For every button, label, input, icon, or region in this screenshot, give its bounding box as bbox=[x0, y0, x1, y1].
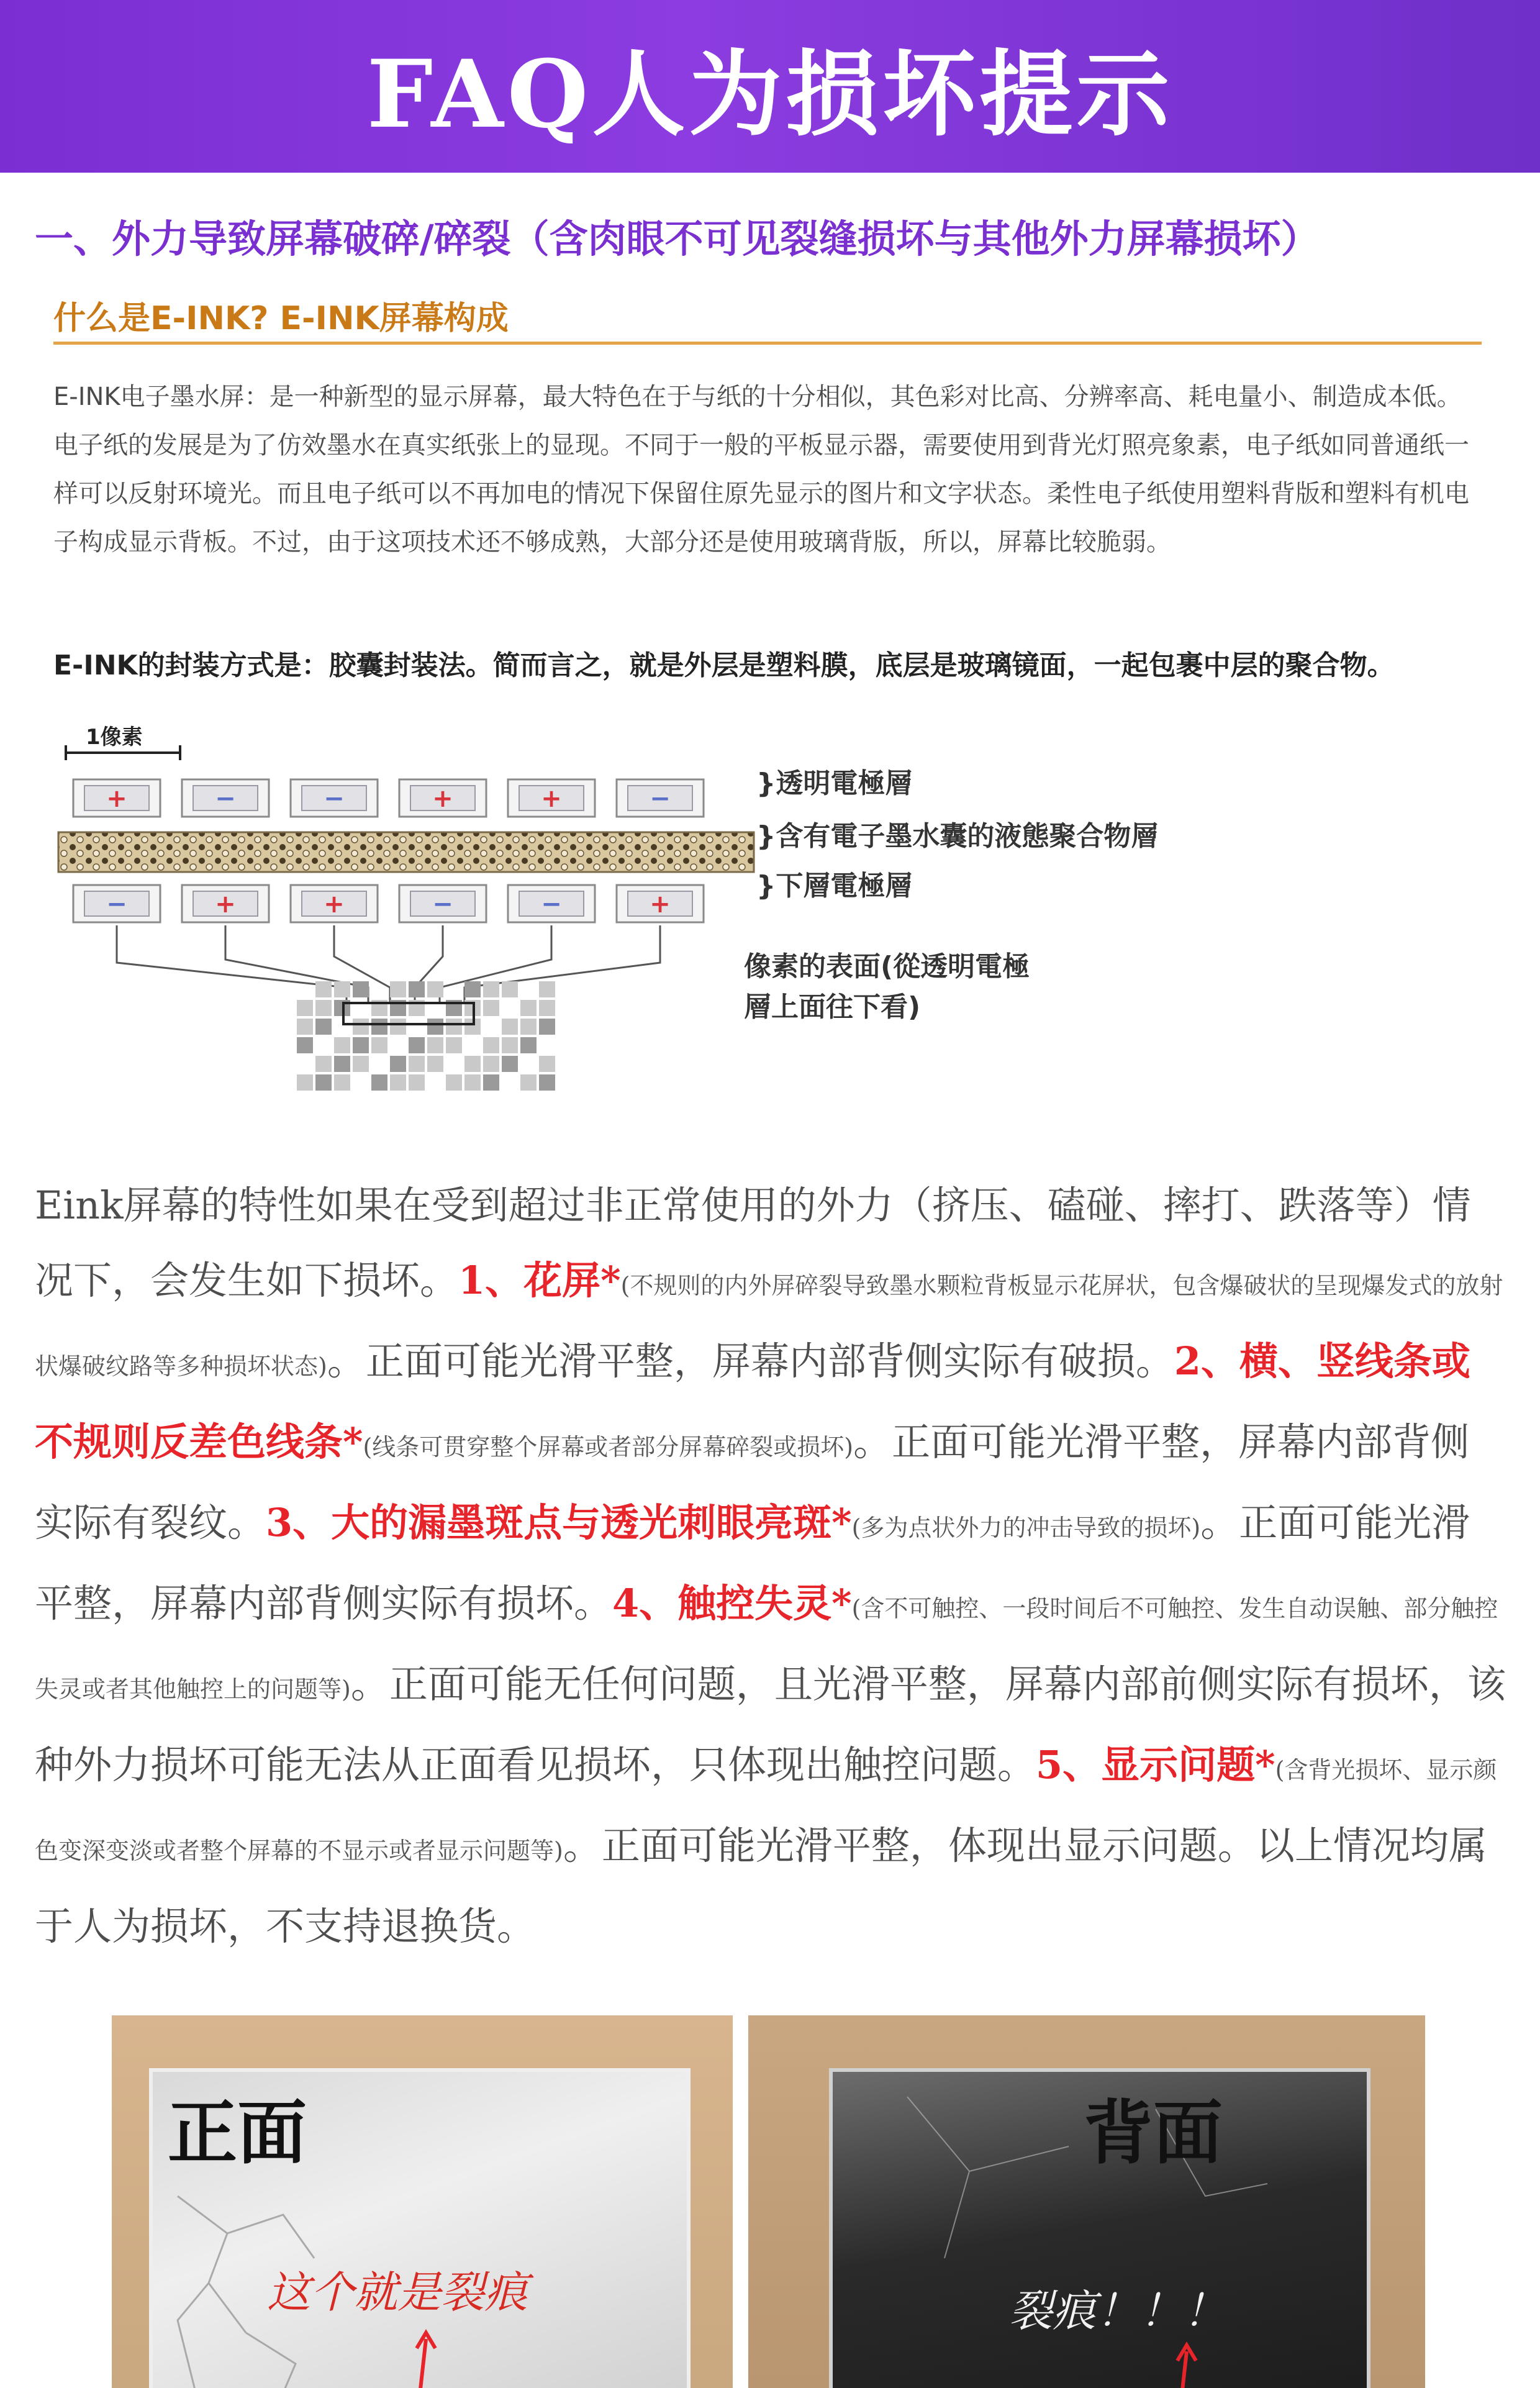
surface-cell bbox=[539, 981, 555, 997]
top-electrode-sign: + bbox=[106, 784, 127, 813]
back-label: 背面 bbox=[1084, 2093, 1223, 2174]
damage-type-1: 1、花屏* bbox=[458, 1258, 621, 1303]
damage-note-1: (不规则的内外屏碎裂导致墨水颗粒背板显示花屏状，包含爆破状的呈现爆发式的放射状爆破纹路等多种损坏状态) bbox=[35, 1272, 1503, 1380]
top-electrode-row bbox=[73, 779, 704, 817]
surface-cell bbox=[390, 981, 406, 997]
pixel-label: 1像素 bbox=[86, 725, 143, 750]
surface-cell bbox=[334, 1056, 350, 1072]
surface-cell bbox=[539, 1019, 555, 1035]
surface-cell bbox=[483, 981, 499, 997]
surface-cell bbox=[334, 1074, 350, 1091]
damage-type-3: 3、大的漏墨斑点与透光刺眼亮斑* bbox=[266, 1500, 852, 1545]
damage-type-4: 4、触控失灵* bbox=[612, 1581, 852, 1626]
surface-cell bbox=[502, 981, 518, 997]
damage-note-5: (含背光损坏、显示颜色变深变淡或者整个屏幕的不显示或者显示问题等) bbox=[35, 1756, 1497, 1864]
body-text-5: 。正面可能无任何问题，且光滑平整，屏幕内部前侧实际有损坏，该种外力损坏可能无法从正面看见损坏，只体现出触控问题。 bbox=[35, 1661, 1506, 1787]
surface-cell bbox=[427, 1056, 443, 1072]
polymer-layer bbox=[58, 832, 754, 872]
surface-cell bbox=[353, 1056, 369, 1072]
surface-cell bbox=[502, 1019, 518, 1035]
eink-structure-diagram bbox=[36, 720, 1477, 1130]
top-electrode-6 bbox=[617, 779, 704, 817]
surface-cell bbox=[520, 1037, 537, 1053]
surface-cell bbox=[409, 1074, 425, 1091]
body-text-4: 。正面可能光滑平整，屏幕内部背侧实际有损坏。 bbox=[35, 1500, 1470, 1626]
surface-cell bbox=[446, 1037, 462, 1053]
top-electrode-sign: + bbox=[432, 784, 453, 813]
bottom-electrode-5 bbox=[508, 885, 595, 922]
surface-cell bbox=[409, 1056, 425, 1072]
surface-cell bbox=[446, 1074, 462, 1091]
section-title: 一、外力导致屏幕破碎/碎裂（含肉眼不可见裂缝损坏与其他外力屏幕损坏） bbox=[35, 216, 1320, 261]
surface-cell bbox=[315, 1074, 332, 1091]
surface-cell bbox=[353, 1019, 369, 1035]
top-electrode-sign: − bbox=[215, 784, 236, 813]
surface-cell bbox=[371, 1037, 387, 1053]
surface-cell bbox=[390, 1074, 406, 1091]
bottom-electrode-4 bbox=[399, 885, 486, 922]
body-text-1: Eink屏幕的特性如果在受到超过非正常使用的外力（挤压、磕碰、摔打、跌落等）情况下，会发生如下损坏。 bbox=[35, 1183, 1471, 1303]
surface-cell bbox=[539, 1000, 555, 1016]
back-photo bbox=[748, 2015, 1425, 2388]
surface-cell bbox=[297, 1037, 313, 1053]
bottom-electrode-sign: − bbox=[541, 890, 562, 919]
body-text-2: 。正面可能光滑平整，屏幕内部背侧实际有破损。 bbox=[327, 1338, 1174, 1384]
back-note: 裂痕！！！ bbox=[1009, 2286, 1226, 2336]
surface-cell bbox=[334, 981, 350, 997]
page-header bbox=[0, 0, 1540, 173]
bottom-electrode-row bbox=[73, 885, 704, 922]
surface-cell bbox=[539, 1074, 555, 1091]
surface-cell bbox=[502, 1037, 518, 1053]
top-electrode-1 bbox=[73, 779, 160, 817]
surface-cell bbox=[334, 1037, 350, 1053]
bottom-electrode-sign: + bbox=[215, 890, 236, 919]
page-title: FAQ人为损坏提示 bbox=[366, 40, 1174, 149]
top-electrode-2 bbox=[182, 779, 269, 817]
surface-cell bbox=[427, 1037, 443, 1053]
surface-cell bbox=[315, 1056, 332, 1072]
eink-packaging: E-INK的封装方式是：胶囊封装法。简而言之，就是外层是塑料膜，底层是玻璃镜面，一起包裹中层的聚合物。 bbox=[53, 650, 1395, 681]
top-electrode-sign: − bbox=[324, 784, 345, 813]
surface-label-1: 像素的表面(從透明電極 bbox=[744, 951, 1030, 983]
connector-lines bbox=[117, 925, 660, 1003]
surface-cell bbox=[539, 1056, 555, 1072]
surface-cell bbox=[409, 1037, 425, 1053]
surface-cell bbox=[371, 1074, 387, 1091]
top-electrode-sign: − bbox=[650, 784, 671, 813]
bottom-electrode-sign: − bbox=[106, 890, 127, 919]
bottom-electrode-1 bbox=[73, 885, 160, 922]
surface-cell bbox=[390, 1056, 406, 1072]
body-text-3: 。正面可能光滑平整，屏幕内部背侧实际有裂纹。 bbox=[35, 1419, 1470, 1545]
eink-heading: 什么是E-INK? E-INK屏幕构成 bbox=[53, 300, 509, 337]
surface-label-2: 層上面往下看) bbox=[744, 991, 921, 1023]
damage-type-2: 2、横、竖线条或不规则反差色线条* bbox=[35, 1338, 1470, 1464]
surface-cell bbox=[427, 1019, 443, 1035]
surface-cell bbox=[297, 1074, 313, 1091]
front-photo bbox=[112, 2015, 733, 2388]
surface-cell bbox=[297, 1019, 313, 1035]
surface-cell bbox=[353, 981, 369, 997]
bottom-electrode-3 bbox=[291, 885, 378, 922]
middle-layer-label: }含有電子墨水囊的液態聚合物層 bbox=[756, 820, 1159, 852]
bottom-layer-label: }下層電極層 bbox=[756, 870, 913, 902]
top-layer-label: }透明電極層 bbox=[756, 768, 913, 799]
surface-cell bbox=[315, 981, 332, 997]
pixel-surface-grid bbox=[297, 981, 555, 1091]
eink-heading-rule bbox=[53, 342, 1482, 345]
damage-note-4: (含不可触控、一段时间后不可触控、发生自动误触、部分触控失灵或者其他触控上的问题等) bbox=[35, 1595, 1498, 1703]
surface-cell bbox=[483, 1000, 499, 1016]
surface-cell bbox=[464, 1056, 481, 1072]
surface-cell bbox=[483, 1074, 499, 1091]
surface-cell bbox=[446, 1019, 462, 1035]
bottom-electrode-2 bbox=[182, 885, 269, 922]
surface-cell bbox=[297, 1000, 313, 1016]
surface-cell bbox=[464, 1074, 481, 1091]
bottom-electrode-sign: + bbox=[324, 890, 345, 919]
damage-type-5: 5、显示问题* bbox=[1036, 1742, 1275, 1787]
damage-note-3: (多为点状外力的冲击导致的损坏) bbox=[851, 1514, 1201, 1541]
bottom-electrode-sign: − bbox=[432, 890, 453, 919]
surface-cell bbox=[520, 1074, 537, 1091]
eink-info-panel bbox=[36, 273, 1477, 1130]
eink-description: E-INK电子墨水屏：是一种新型的显示屏幕，最大特色在于与纸的十分相似，其色彩对比高、分辨率高、耗电量小、制造成本低。 电子纸的发展是为了仿效墨水在真实纸张上的显现。不同于一般的平板显示器，需要使用到背光灯照亮象素，电子纸如同普通纸一样可以反射环境光。而且电子纸可以不再加电的情况下保留住原先显示的图片和文字状态。柔性电子纸使用塑料背版和塑料有机电子构成显示背板。不过，由于这项技术还不够成熟，大部分还是使用玻璃背版，所以，屏幕比较脆弱。 bbox=[53, 383, 1469, 556]
surface-cell bbox=[483, 1056, 499, 1072]
surface-cell bbox=[502, 1056, 518, 1072]
top-electrode-sign: + bbox=[541, 784, 562, 813]
damage-description bbox=[35, 1168, 1506, 1964]
front-label: 正面 bbox=[168, 2093, 307, 2174]
surface-cell bbox=[315, 1000, 332, 1016]
surface-cell bbox=[520, 1000, 537, 1016]
surface-cell bbox=[464, 981, 481, 997]
bottom-electrode-sign: + bbox=[650, 890, 671, 919]
surface-cell bbox=[371, 1019, 387, 1035]
surface-cell bbox=[409, 981, 425, 997]
body-text-6: 。正面可能光滑平整，体现出显示问题。以上情况均属于人为损坏，不支持退换货。 bbox=[35, 1823, 1487, 1949]
surface-cell bbox=[353, 1037, 369, 1053]
damage-note-2: (线条可贯穿整个屏幕或者部分屏幕碎裂或损坏) bbox=[363, 1433, 854, 1461]
surface-cell bbox=[315, 1019, 332, 1035]
surface-cell bbox=[520, 1019, 537, 1035]
top-electrode-3 bbox=[291, 779, 378, 817]
surface-cell bbox=[483, 1037, 499, 1053]
surface-cell bbox=[390, 1019, 406, 1035]
top-electrode-5 bbox=[508, 779, 595, 817]
front-note: 这个就是裂痕 bbox=[267, 2267, 528, 2318]
surface-cell bbox=[427, 981, 443, 997]
top-electrode-4 bbox=[399, 779, 486, 817]
bottom-electrode-6 bbox=[617, 885, 704, 922]
